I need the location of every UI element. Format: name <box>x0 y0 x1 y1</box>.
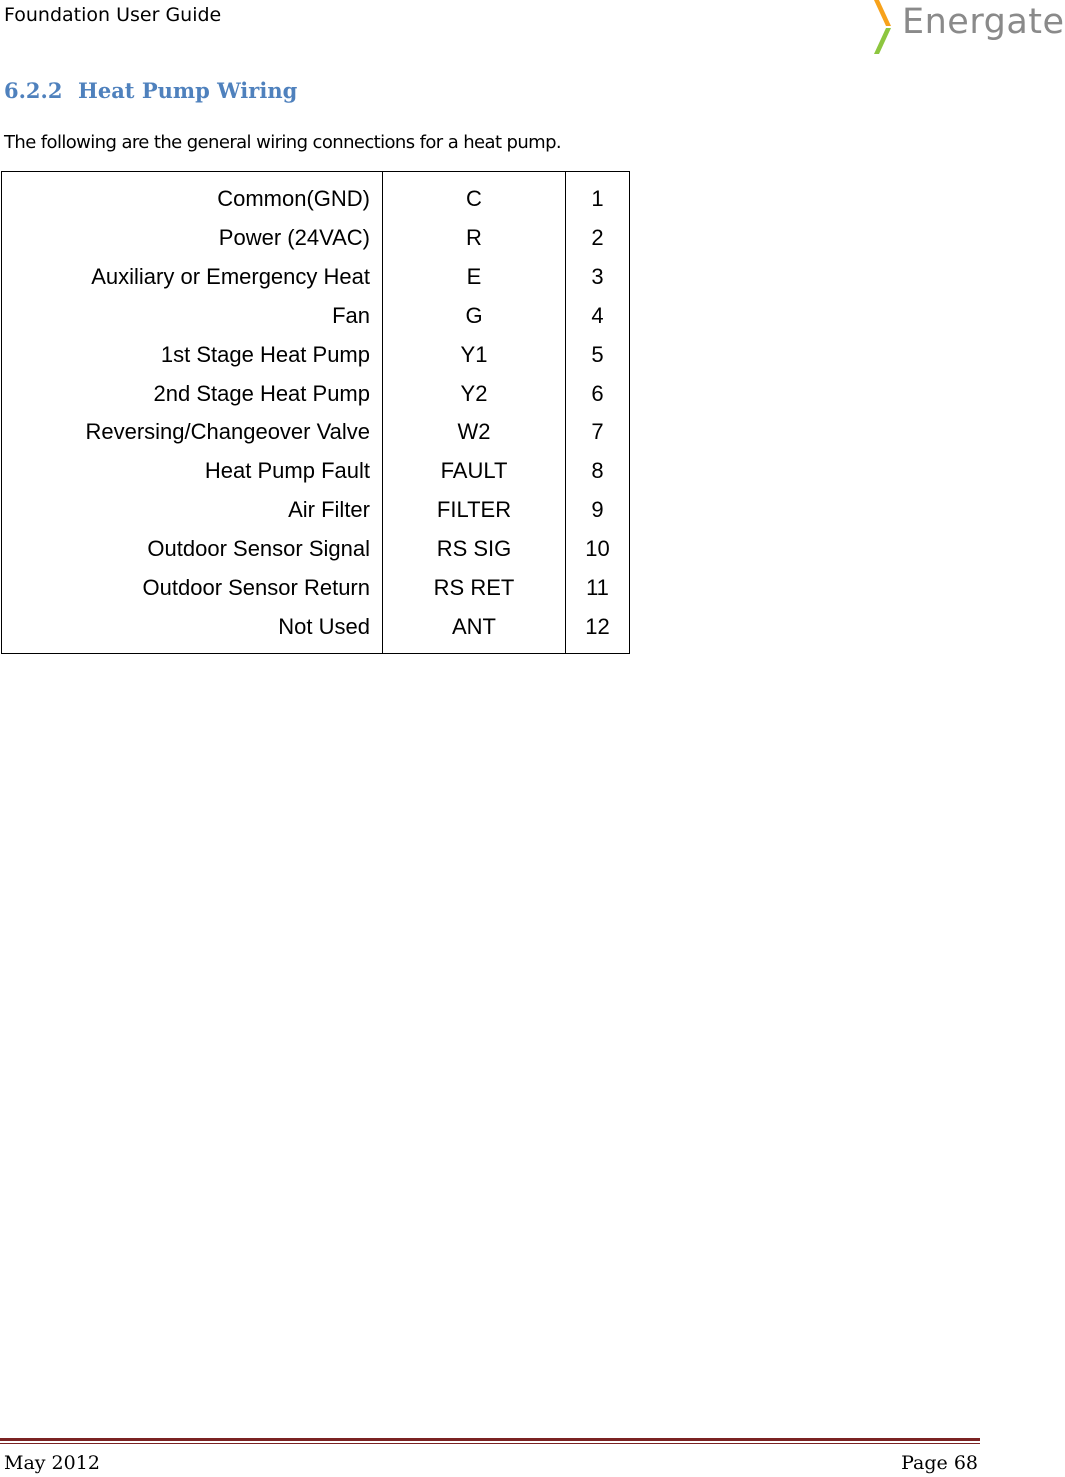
energate-logo <box>870 0 1065 56</box>
wire-terminal: Y2 <box>383 375 566 414</box>
wire-pin: 12 <box>585 613 610 639</box>
chevron-bolt-logo-icon <box>870 0 904 56</box>
wire-terminal: Y1 <box>383 336 566 375</box>
wire-function: Outdoor Sensor Return <box>2 569 383 608</box>
wire-function: 1st Stage Heat Pump <box>2 336 383 375</box>
table-row <box>2 530 630 569</box>
table-row <box>2 375 630 414</box>
wire-pin: 4 <box>591 302 604 328</box>
wire-pin: 2 <box>591 224 604 250</box>
wiring-table-body <box>2 172 630 654</box>
section-title: Heat Pump Wiring <box>78 78 298 103</box>
wire-function: Outdoor Sensor Signal <box>2 530 383 569</box>
wire-terminal: RS RET <box>383 569 566 608</box>
table-row <box>2 336 630 375</box>
table-row <box>2 219 630 258</box>
wire-terminal: W2 <box>383 413 566 452</box>
wire-pin: 6 <box>591 380 604 406</box>
wire-function: Not Used <box>2 608 383 653</box>
footer-rule-thick <box>0 1438 980 1441</box>
wire-terminal: G <box>383 297 566 336</box>
table-row <box>2 172 630 219</box>
section-number: 6.2.2 <box>4 78 63 103</box>
wire-terminal: FAULT <box>383 452 566 491</box>
wiring-table <box>1 171 630 654</box>
wire-pin: 11 <box>586 575 609 601</box>
wire-function: Power (24VAC) <box>2 219 383 258</box>
wire-function: Heat Pump Fault <box>2 452 383 491</box>
wire-function: Fan <box>2 297 383 336</box>
wire-pin: 10 <box>585 536 610 562</box>
table-row <box>2 608 630 653</box>
table-row <box>2 297 630 336</box>
table-row <box>2 413 630 452</box>
wire-function: 2nd Stage Heat Pump <box>2 375 383 414</box>
wire-function: Common(GND) <box>2 172 383 219</box>
wire-terminal: R <box>383 219 566 258</box>
wire-function: Auxiliary or Emergency Heat <box>2 258 383 297</box>
table-row <box>2 258 630 297</box>
wire-pin: 1 <box>591 186 604 211</box>
wire-pin: 8 <box>591 458 604 484</box>
wire-function: Air Filter <box>2 491 383 530</box>
wire-pin: 7 <box>591 419 604 445</box>
section-heading <box>4 78 297 103</box>
wire-terminal: RS SIG <box>383 530 566 569</box>
wire-function: Reversing/Changeover Valve <box>2 413 383 452</box>
wire-terminal: E <box>383 258 566 297</box>
footer-date: May 2012 <box>4 1452 100 1474</box>
table-row <box>2 569 630 608</box>
document-title: Foundation User Guide <box>4 4 222 26</box>
table-row <box>2 452 630 491</box>
wire-pin: 3 <box>591 263 604 289</box>
wire-terminal: C <box>383 172 566 219</box>
footer-rule-thin <box>0 1443 980 1444</box>
wire-terminal: ANT <box>383 608 566 653</box>
table-row <box>2 491 630 530</box>
wire-pin: 9 <box>591 497 604 523</box>
logo-wordmark: Energate <box>902 2 1065 42</box>
wire-pin: 5 <box>591 341 604 367</box>
intro-paragraph: The following are the general wiring connections for a heat pump. <box>4 132 562 153</box>
wire-terminal: FILTER <box>383 491 566 530</box>
footer-page-number: Page 68 <box>901 1452 978 1474</box>
